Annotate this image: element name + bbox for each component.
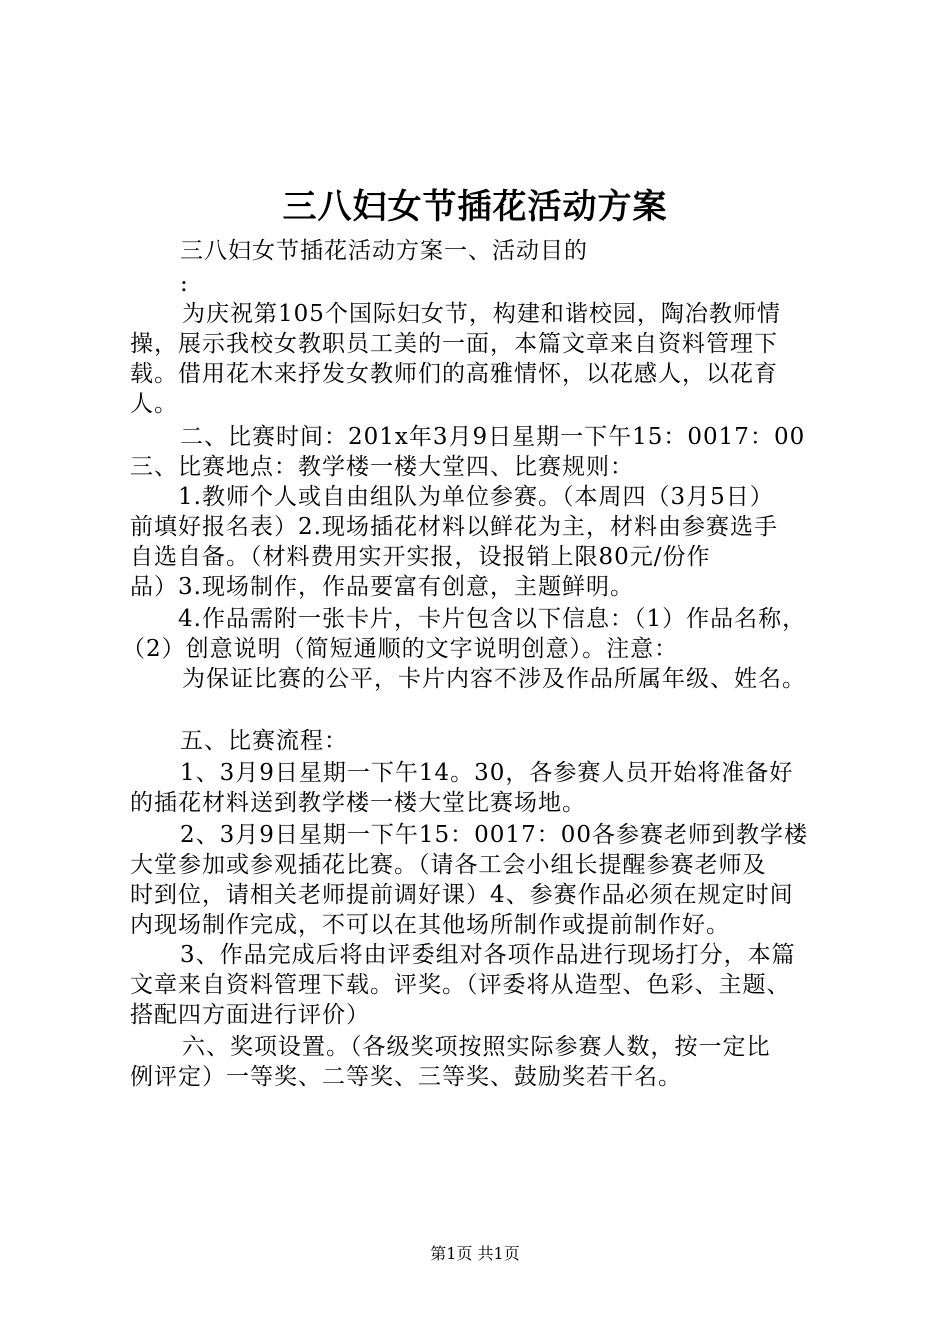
page-footer: 第1页 共1页 (430, 1244, 520, 1263)
text-line: 4.作品需附一张卡片，卡片包含以下信息：（1）作品名称， (178, 606, 807, 632)
text-line: 三、比赛地点：教学楼一楼大堂四、比赛规则： (130, 454, 634, 480)
text-line: 前填好报名表）2.现场插花材料以鲜花为主，材料由参赛选手 (130, 514, 778, 540)
text-line: 三八妇女节插花活动方案一、活动目的 (180, 238, 588, 264)
text-line: 的插花材料送到教学楼一楼大堂比赛场地。 (130, 790, 586, 816)
text-line: 品）3.现场制作，作品要富有创意，主题鲜明。 (130, 574, 634, 600)
text-line: 五、比赛流程： (180, 728, 348, 754)
text-line: 时到位，请相关老师提前调好课）4、参赛作品必须在规定时间 (130, 882, 794, 908)
text-line: （2）创意说明（简短通顺的文字说明创意）。注意： (122, 636, 679, 662)
text-line: 1.教师个人或自由组队为单位参赛。（本周四（3月5日） (178, 484, 774, 510)
text-line: 二、比赛时间：201x年3月9日星期一下午15：0017：00 (180, 424, 806, 450)
text-line: 自选自备。（材料费用实开实报，设报销上限80元/份作 (130, 544, 711, 570)
text-line: 内现场制作完成，不可以在其他场所制作或提前制作好。 (130, 912, 730, 938)
text-line: 1、3月9日星期一下午14。30，各参赛人员开始将准备好 (180, 760, 794, 786)
text-line: 为保证比赛的公平，卡片内容不涉及作品所属年级、姓名。 (182, 666, 806, 692)
text-line: 操，展示我校女教职员工美的一面，本篇文章来自资料管理下 (130, 331, 778, 357)
text-line: 搭配四方面进行评价） (130, 1002, 370, 1028)
text-line: 文章来自资料管理下载。评奖。（评委将从造型、色彩、主题、 (130, 972, 791, 998)
text-line: 为庆祝第105个国际妇女节，构建和谐校园，陶冶教师情 (182, 301, 781, 327)
text-line: 大堂参加或参观插花比赛。（请各工会小组长提醒参赛老师及 (130, 852, 767, 878)
text-line: 六、奖项设置。（各级奖项按照实际参赛人数，按一定比 (182, 1034, 771, 1060)
text-line: : (180, 271, 189, 297)
text-line: 2、3月9日星期一下午15：0017：00各参赛老师到教学楼 (180, 822, 808, 848)
text-line: 人。 (130, 391, 178, 417)
text-line: 例评定）一等奖、二等奖、三等奖、鼓励奖若干名。 (130, 1064, 682, 1090)
text-line: 3、作品完成后将由评委组对各项作品进行现场打分，本篇 (180, 942, 796, 968)
text-line: 载。借用花木来抒发女教师们的高雅情怀，以花感人，以花育 (130, 361, 778, 387)
document-title: 三八妇女节插花活动方案 (282, 187, 668, 227)
